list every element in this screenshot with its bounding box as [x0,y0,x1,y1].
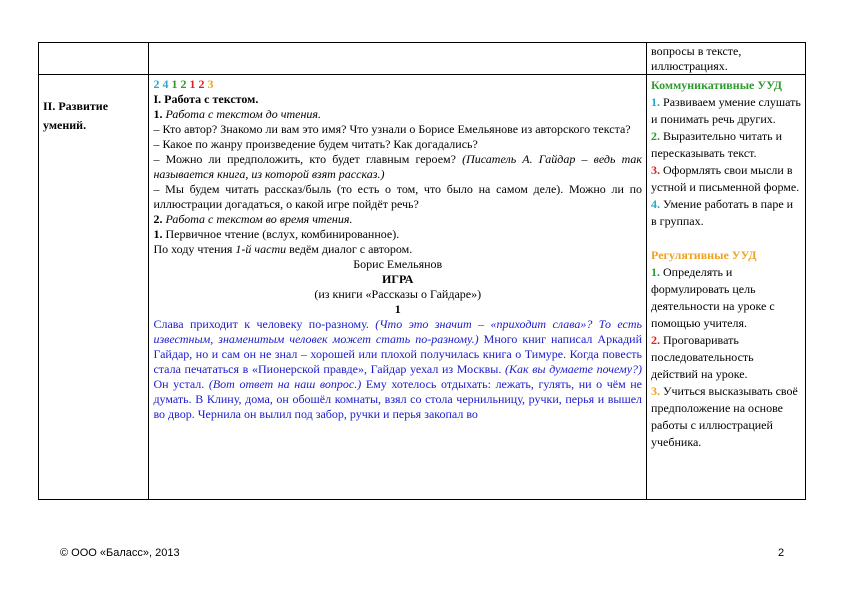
uud-item-number: 3. [651,163,661,177]
uud-code-digit: 2 [180,77,187,91]
story-text [153,317,642,422]
uud-cell [647,75,806,500]
stage-cell [39,75,149,500]
communicative-uud-list [651,94,801,230]
stage-cell-empty [39,43,149,75]
uud-item [651,332,801,383]
uud-item-text: Учиться высказывать своё предположение на основе работы с иллюстрацией учебника. [651,384,798,449]
question-line: – Какое по жанру произведение будем читать? Как догадались? [153,137,478,151]
subsection-title: Работа с текстом до чтения. [165,107,322,121]
uud-item [651,264,801,332]
uud-item-text: Оформлять свои мысли в устной и письменной форме. [651,163,800,194]
instruction-text: ведём диалог с автором. [286,242,413,256]
question-text: – Можно ли предположить, кто будет главным героем? [153,152,463,166]
uud-item-number: 1. [651,95,661,109]
lesson-content-cell [149,75,647,500]
answer-hint: (Писатель А. Гайдар – ведь так называется книга, из которой взят рассказ.) [153,152,643,181]
step-line [153,227,642,242]
subsection-heading [153,212,642,227]
story-title: ИГРА [382,272,414,286]
uud-item-number: 2. [651,129,661,143]
story-sentence: Ему хотелось отдыхать: лежать, гулять, ни о чём не думать. В Клину, дома, он обошёл комнаты, взял со стола чернильницу, ручки, перья и вышел во двор. Чернила он вылил под забор, ручки и перья закопал во [153,377,643,421]
lesson-table [38,42,806,500]
question-line [153,152,642,182]
instruction-text: По ходу чтения [153,242,236,256]
regulative-uud-heading: Регулятивные УУД [651,248,757,262]
subsection-number: 2. [153,212,163,226]
uud-code-digit: 2 [153,77,160,91]
stage-title [43,97,144,135]
uud-item-number: 1. [651,265,661,279]
story-sentence: Он устал. [153,377,209,391]
page-number: 2 [778,547,785,559]
instruction-line [153,242,642,257]
uud-item-number: 2. [651,333,661,347]
content-cell-empty [149,43,647,75]
uud-text-line: вопросы в тексте, [651,44,742,58]
story-source: (из книги «Рассказы о Гайдаре») [314,287,482,301]
uud-cell-top [647,43,806,75]
uud-item-text: Проговаривать последовательность действий на уроке. [651,333,754,381]
uud-color-codes [153,77,642,92]
uud-item [651,196,801,230]
story-sentence: Много книг написал Аркадий Гайдар, но и сам он не знал – хорошей или плохой получилась книга о Тимуре. Когда повесть стала печататься в «Пионерской правде», Гайдар уехал из Москвы. [153,332,643,376]
uud-item-number: 4. [651,197,661,211]
uud-code-digit: 1 [189,77,196,91]
regulative-uud-list [651,264,801,451]
stage-title-line1: II. Развитие [43,99,109,113]
uud-item-text: Умение работать в паре и в группах. [651,197,794,228]
uud-code-digit: 4 [162,77,169,91]
subsection-heading [153,107,642,122]
question-line: – Мы будем читать рассказ/быль (то есть о том, что было на самом деле). Можно ли по иллюстрации догадаться, о какой игре пойдёт речь? [153,182,643,211]
uud-item-number: 3. [651,384,661,398]
teacher-comment: (Что это значит – «приходит слава»? То есть известным, знаменитым человек может стать по-разному.) [153,317,643,346]
table-row [39,43,806,75]
uud-item-text: Развиваем умение слушать и понимать речь других. [651,95,801,126]
step-text: Первичное чтение (вслух, комбинированное). [162,227,400,241]
uud-item [651,94,801,128]
step-number: 1. [153,227,163,241]
uud-text-line: иллюстрациях. [651,59,728,73]
table-row [39,75,806,500]
uud-code-digit: 1 [171,77,178,91]
subsection-number: 1. [153,107,163,121]
story-part-number: 1 [394,302,401,316]
copyright-footer: © ООО «Баласс», 2013 [60,547,180,559]
teacher-comment: (Вот ответ на наш вопрос.) [208,377,362,391]
story-author: Борис Емельянов [353,257,443,271]
section-heading: I. Работа с текстом. [153,92,259,106]
uud-item-text: Определять и формулировать цель деятельности на уроке с помощью учителя. [651,265,775,330]
uud-item [651,162,801,196]
uud-item-text: Выразительно читать и пересказывать текст. [651,129,783,160]
story-sentence: Слава приходит к человеку по-разному. [153,317,376,331]
instruction-emphasis: 1-й части [235,242,287,256]
question-line: – Кто автор? Знакомо ли вам это имя? Что узнали о Борисе Емельянове из авторского текста? [153,122,631,136]
uud-item [651,383,801,451]
stage-title-line2: умений. [43,118,87,132]
communicative-uud-heading: Коммуникативные УУД [651,78,783,92]
teacher-comment: (Как вы думаете почему?) [505,362,643,376]
subsection-title: Работа с текстом во время чтения. [165,212,353,226]
uud-code-digit: 2 [198,77,205,91]
uud-item [651,128,801,162]
uud-code-digit: 3 [207,77,214,91]
